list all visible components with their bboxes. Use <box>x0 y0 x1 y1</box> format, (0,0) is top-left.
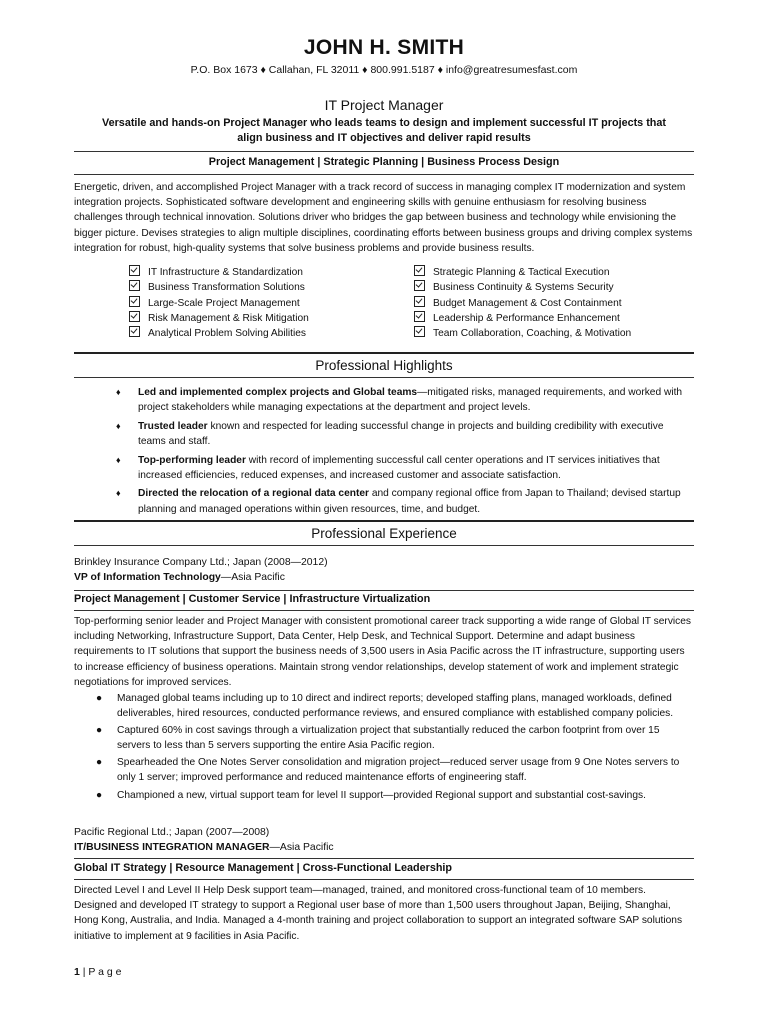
keywords-line: Project Management | Strategic Planning | Business Process Design <box>208 156 560 168</box>
skill-item: Risk Management & Risk Mitigation <box>129 311 309 326</box>
checkbox-icon <box>414 265 425 276</box>
experience-heading: Professional Experience <box>311 526 457 541</box>
achievement-list <box>96 691 694 805</box>
divider <box>74 879 694 880</box>
checkbox-icon <box>129 326 140 337</box>
divider <box>74 352 694 354</box>
skill-item: Business Transformation Solutions <box>129 280 309 295</box>
highlight-item: ♦ Trusted leader known and respected for leading successful change in projects and building credibility with executive teams and staff. <box>116 420 664 448</box>
job-header <box>74 555 694 585</box>
skill-item: Strategic Planning & Tactical Execution <box>414 265 631 280</box>
achievement-item: ● Spearheaded the One Notes Server consolidation and migration project—reduced server usage from 9 One Notes servers to only 1 server; improved performance and reduced maintenance efforts of engineering staff. <box>96 757 680 784</box>
divider <box>74 174 694 175</box>
tagline: Versatile and hands-on Project Manager who leads teams to design and implement successful IT projects that align business and IT objectives and deliver rapid results <box>102 117 666 144</box>
checkbox-icon <box>129 296 140 307</box>
checkbox-icon <box>414 280 425 291</box>
diamond-bullet-icon: ♦ <box>116 387 121 397</box>
checkbox-icon <box>129 265 140 276</box>
highlight-item: ♦ Top-performing leader with record of implementing successful call center operations and IT services initiatives that increased efficiencies, reduced expenses, and increased customer and associate satisfaction. <box>116 454 660 482</box>
divider <box>74 610 694 611</box>
job-description: Top-performing senior leader and Project Manager with consistent promotional career track supporting a wide range of Global IT services including Networking, Infrastructure Support, Data Center, Help Desk, and Technical Support. Determine and adapt business requirements to IT solutions that support the business needs of 3,500 users in Asia Pacific across the IT infrastructure, supporting users to increase efficiency of business operations. Maintain strong vendor relationships, develop statement of work and implement strategic negotiations for improved services. <box>74 616 692 688</box>
company-line: Pacific Regional Ltd.; Japan (2007—2008) <box>74 827 270 838</box>
contact-line: P.O. Box 1673 ♦ Callahan, FL 32011 ♦ 800.991.5187 ♦ info@greatresumesfast.com <box>190 64 578 76</box>
skill-item: Leadership & Performance Enhancement <box>414 311 631 326</box>
checkbox-icon <box>414 311 425 322</box>
achievement-item: ● Managed global teams including up to 10 direct and indirect reports; developed staffing plans, managed workloads, defined deliverables, hired resources, conducted performance reviews, and ensured compliance with established company policies. <box>96 693 674 720</box>
highlights-heading: Professional Highlights <box>315 358 453 373</box>
achievement-item: ● Championed a new, virtual support team for level II support—provided Regional support and substantial cost-savings. <box>96 788 694 803</box>
divider <box>74 858 694 859</box>
summary-paragraph: Energetic, driven, and accomplished Project Manager with a track record of success in managing complex IT modernization and system integration projects. Sophisticated software development and engineering skills with genuine enthusiasm for resolving business challenges through technical innovation. Solutions driver who bridges the gap between business and technology while envisioning the bigger picture. Devises strategies to align multiple disciplines, coordinating efforts between business groups and driving complex systems integration for robust, high-quality systems that solve business problems and provide business results. <box>74 182 693 254</box>
role-line: VP of Information Technology—Asia Pacific <box>74 572 285 583</box>
job-description: Directed Level I and Level II Help Desk support team—managed, trained, and monitored cross-functional team of 10 members. Designed and developed IT strategy to support a Regional user base of more than 1,500 users throughout Japan, Beijing, Shanghai, Hong Kong, Australia, and India. Managed a 4-month training and project collaboration to support an integrated software SAP solutions initiative to implement at 9 facilities in Asia Pacific. <box>74 885 683 942</box>
achievement-item: ● Captured 60% in cost savings through a virtualization project that substantially reduced the carbon footprint from over 15 servers to less than 5 servers supporting the entire Asia Pacific region. <box>96 725 660 752</box>
skill-item: Analytical Problem Solving Abilities <box>129 326 309 341</box>
skills-left-list <box>129 265 309 341</box>
skill-item: Large-Scale Project Management <box>129 296 309 311</box>
diamond-bullet-icon: ♦ <box>116 488 121 499</box>
divider <box>74 377 694 378</box>
divider <box>74 151 694 152</box>
highlights-list <box>114 385 694 520</box>
skill-item: Team Collaboration, Coaching, & Motivation <box>414 326 631 341</box>
skill-item: IT Infrastructure & Standardization <box>129 265 309 280</box>
divider <box>74 590 694 591</box>
role-line: IT/BUSINESS INTEGRATION MANAGER—Asia Pacific <box>74 842 334 853</box>
page-footer: 1 | P a g e <box>74 966 122 978</box>
job-title: IT Project Manager <box>324 97 444 113</box>
checkbox-icon <box>414 296 425 307</box>
checkbox-icon <box>414 326 425 337</box>
focus-line: Global IT Strategy | Resource Management | Cross-Functional Leadership <box>74 862 453 874</box>
highlight-item: ♦ Led and implemented complex projects and Global teams—mitigated risks, managed requirements, and worked with project stakeholders while managing expectations at the department and project levels. <box>116 387 683 414</box>
candidate-name: JOHN H. SMITH <box>303 36 465 59</box>
skill-item: Business Continuity & Systems Security <box>414 280 631 295</box>
bullet-icon: ● <box>96 757 103 769</box>
highlight-item: ♦ Directed the relocation of a regional data center and company regional office from Japan to Thailand; devised startup planning and managed operations within given resources, time, and budget. <box>116 488 681 515</box>
divider <box>74 545 694 546</box>
skills-right-list <box>414 265 631 341</box>
company-line: Brinkley Insurance Company Ltd.; Japan (2008—2012) <box>74 557 328 568</box>
focus-line: Project Management | Customer Service | Infrastructure Virtualization <box>74 593 431 605</box>
skill-item: Budget Management & Cost Containment <box>414 296 631 311</box>
diamond-bullet-icon: ♦ <box>116 420 121 431</box>
bullet-icon: ● <box>96 725 103 737</box>
checkbox-icon <box>129 311 140 322</box>
job-header <box>74 825 694 855</box>
checkbox-icon <box>129 280 140 291</box>
diamond-bullet-icon: ♦ <box>116 454 121 465</box>
bullet-icon: ● <box>96 693 103 704</box>
divider <box>74 520 694 522</box>
bullet-icon: ● <box>96 789 103 801</box>
